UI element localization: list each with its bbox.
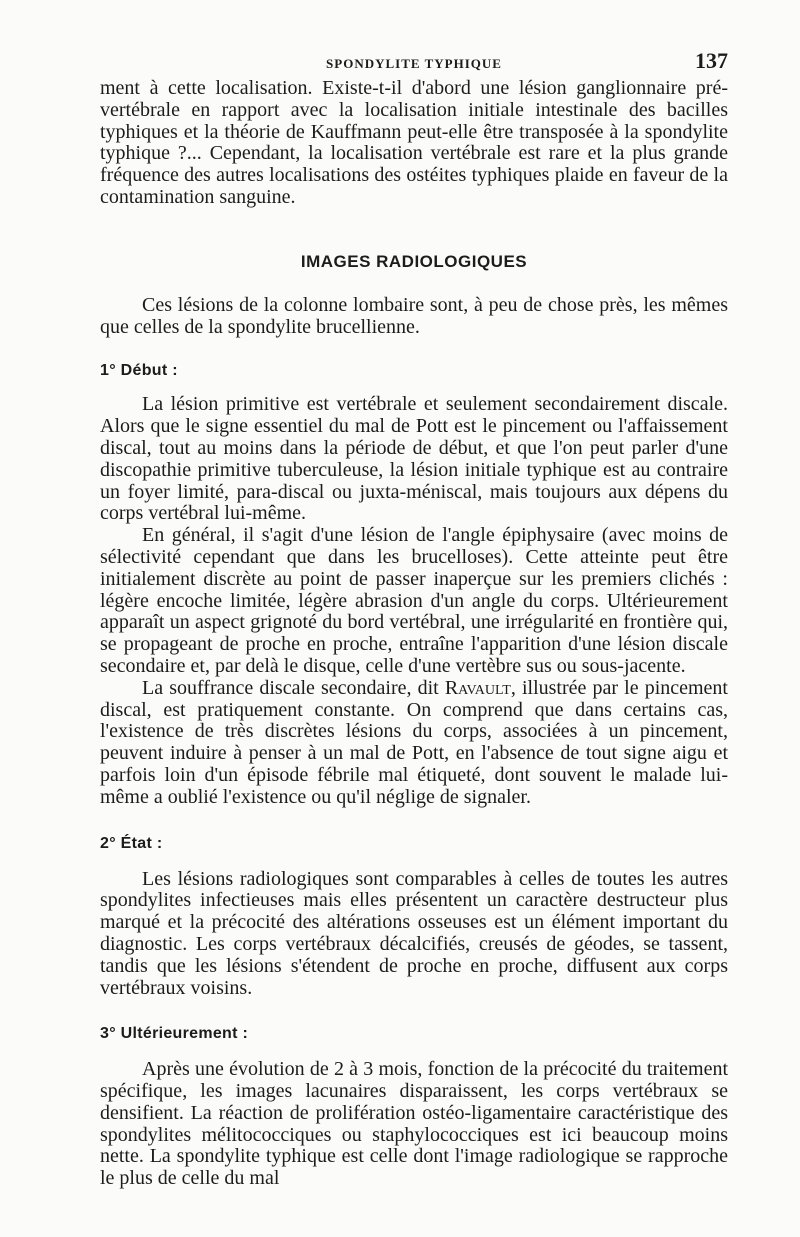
debut-heading: 1° Début :	[100, 362, 178, 380]
section-lead-paragraph: Ces lésions de la colonne lombaire sont, à peu de chose près, les mêmes que celles de la spondylite brucellienne.	[100, 293, 728, 338]
debut-p3-before: La souffrance discale secondaire, dit	[142, 676, 445, 699]
debut-paragraph-3	[100, 678, 728, 809]
page-number: 137	[695, 48, 728, 73]
etat-heading: 2° État :	[100, 834, 163, 852]
section-heading: IMAGES RADIOLOGIQUES	[300, 251, 528, 271]
debut-p3-after: , illustrée par le pincement discal, est pratiquement constante. On comprend que dans certains cas, l'existence de très discrètes lésions du corps, associées à un pincement, peuvent induire à penser à un mal de Pott, en l'absence de tout signe aigu et parfois loin d'un épisode fébrile mal étiqueté, dont souvent le malade lui-même a oublié l'existence ou qu'il néglige de signaler.	[100, 676, 728, 808]
running-title: SPONDYLITE TYPHIQUE	[326, 56, 502, 71]
running-header	[100, 48, 728, 74]
ulterieurement-heading: 3° Ultérieurement :	[100, 1025, 249, 1043]
debut-paragraph-2: En général, il s'agit d'une lésion de l'angle épiphysaire (avec moins de sélectivité cependant que dans les brucelloses). Cette atteinte peut être initialement discrète au point de passer inaperçue sur les premiers clichés : légère encoche limitée, légère abrasion d'un angle du corps. Ultérieurement apparaît un aspect grignoté du bord vertébral, une irrégularité en frontière qui, se propageant de proche en proche, entraîne l'apparition d'une lésion discale secondaire et, par delà le disque, celle d'une vertèbre sus ou sous-jacente.	[100, 524, 728, 677]
etat-paragraph-1: Les lésions radiologiques sont comparables à celles de toutes les autres spondylites infectieuses mais elles présentent un caractère destructeur plus marqué et la précocité des altérations osseuses est un élément important du diagnostic. Les corps vertébraux décalcifiés, creusés de géodes, se tassent, tandis que les lésions s'étendent de proche en proche, diffusent aux corps vertébraux voisins.	[100, 867, 728, 999]
debut-paragraph-1: La lésion primitive est vertébrale et seulement secondairement discale. Alors que le signe essentiel du mal de Pott est le pincement ou l'affaissement discal, tout au moins dans la période de début, et que l'on peut parler d'une discopathie primitive tuberculeuse, la lésion initiale typhique est au contraire un foyer limité, para-discal ou juxta-méniscal, mais toujours aux dépens du corps vertébral lui-même.	[100, 393, 728, 525]
author-name: Ravault	[444, 676, 511, 699]
intro-paragraph	[100, 78, 728, 209]
intro-text: ment à cette localisation. Existe-t-il d'abord une lésion ganglionnaire pré-vertébrale en rapport avec la localisation initiale intestinale des bacilles typhiques et la théorie de Kauffmann peut-elle être transposée à la spondylite typhique ?... Cependant, la localisation vertébrale est rare et la plus grande fréquence des autres localisations des ostéites typhiques plaide en faveur de la contamination sanguine.	[100, 77, 728, 208]
ulterieurement-paragraph-1: Après une évolution de 2 à 3 mois, fonction de la précocité du traitement spécifique, les images lacunaires disparaissent, les corps vertébraux se densifient. La réaction de prolifération ostéo-ligamentaire caractéristique des spondylites mélitococciques ou staphylococciques est ici beaucoup moins nette. La spondylite typhique est celle dont l'image radiologique se rapproche le plus de celle du mal	[100, 1058, 728, 1190]
